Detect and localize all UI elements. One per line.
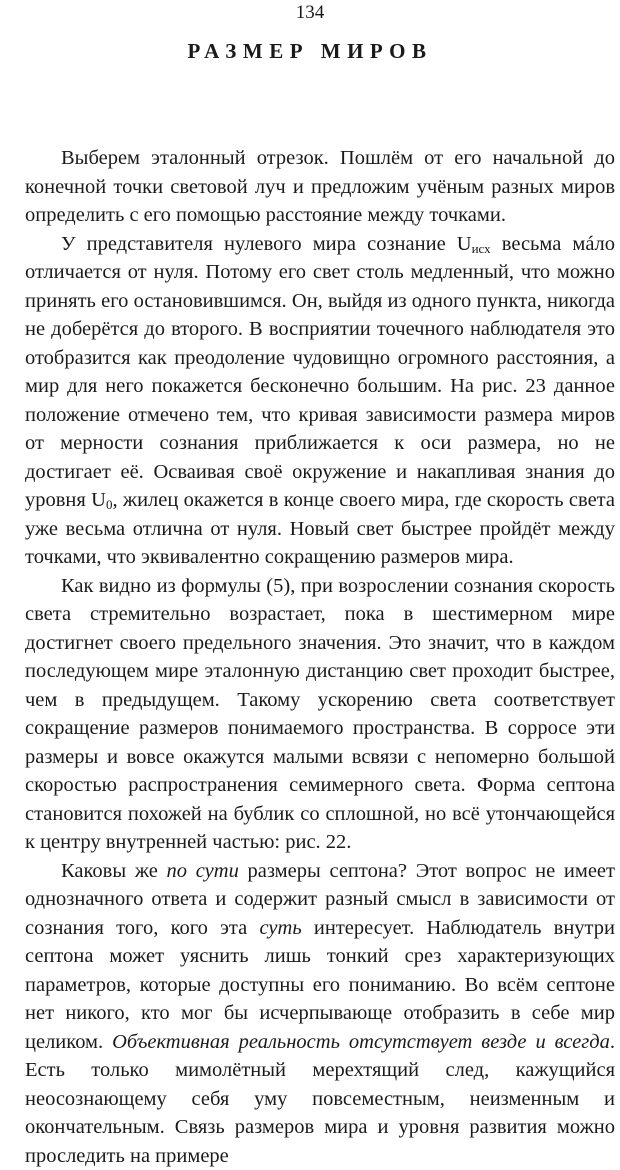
paragraph-2 bbox=[25, 230, 615, 572]
paragraph-4-part-2: размеры септона? Этот вопрос не имеет однозначного ответа и содержит разный смысл в зависимости от сознания того, кого эта bbox=[25, 860, 615, 939]
paragraph-2-part-1: У представителя нулевого мира сознание U bbox=[61, 233, 472, 255]
emphasis-objective-reality: Объективная реальность отсутствует везде и всегда bbox=[112, 1031, 610, 1053]
body-text bbox=[25, 144, 615, 1170]
page-number: 134 bbox=[0, 2, 620, 24]
emphasis-sut: суть bbox=[259, 917, 301, 939]
paragraph-4-part-1: Каковы же bbox=[61, 860, 167, 882]
paragraph-3: Как видно из формулы (5), при возрослении сознания скорость света стремительно возрастает, пока в шестимерном мире достигнет своего предельного значения. Это значит, что в каждом последующем мире эталонную дистанцию свет проходит быстрее, чем в предыдущем. Такому ускорению света соответствует сокращение размеров понимаемого пространства. В сорросе эти размеры и вовсе окажутся малыми всвязи с непомерно большой скоростью распространения семимерного света. Форма септона становится похожей на бублик со сплошной, но всё утончающейся к центру внутренней частью: рис. 22. bbox=[25, 572, 615, 857]
subscript-isx: исх bbox=[472, 241, 491, 256]
emphasis-po-suti: по сути bbox=[167, 860, 239, 882]
subscript-zero: 0 bbox=[106, 497, 113, 512]
paragraph-4 bbox=[25, 857, 615, 1170]
paragraph-2-part-2: весьма мáло отличается от нуля. Потому его свет столь медленный, что можно принять его остановившимся. Он, выйдя из одного пункта, никогда не доберётся до второго. В восприятии точечного наблюдателя это отобразится как преодоление чудовищно огромного расстояния, а мир для него покажется бесконечно большим. На рис. 23 данное положение отмечено тем, что кривая зависимости размера миров от мерности сознания приближается к оси размера, но не достигает её. Осваивая своё окружение и накапливая знания до уровня U bbox=[25, 233, 615, 512]
paragraph-2-part-3: , жилец окажется в конце своего мира, где скорость света уже весьма отлична от нуля. Новый свет быстрее пройдёт между точками, что эквивалентно сокращению размеров мира. bbox=[25, 489, 615, 568]
paragraph-1: Выберем эталонный отрезок. Пошлём от его начальной до конечной точки световой луч и предложим учёным разных миров определить с его помощью расстояние между точками. bbox=[25, 144, 615, 230]
chapter-title: РАЗМЕР МИРОВ bbox=[0, 38, 620, 64]
paragraph-4-part-3: интересует. Наблюдатель внутри септона может уяснить лишь тонкий срез характеризующих параметров, которые доступны его пониманию. Во всём септоне нет никого, кто мог бы исчерпывающе отобразить в себе мир целиком. bbox=[25, 917, 615, 1053]
paragraph-4-part-4: . Есть только мимолётный мерехтящий след, кажущийся неосознающему себя уму повсеместным, неизменным и окончательным. Связь размеров мира и уровня развития можно проследить на примере bbox=[25, 1031, 615, 1167]
